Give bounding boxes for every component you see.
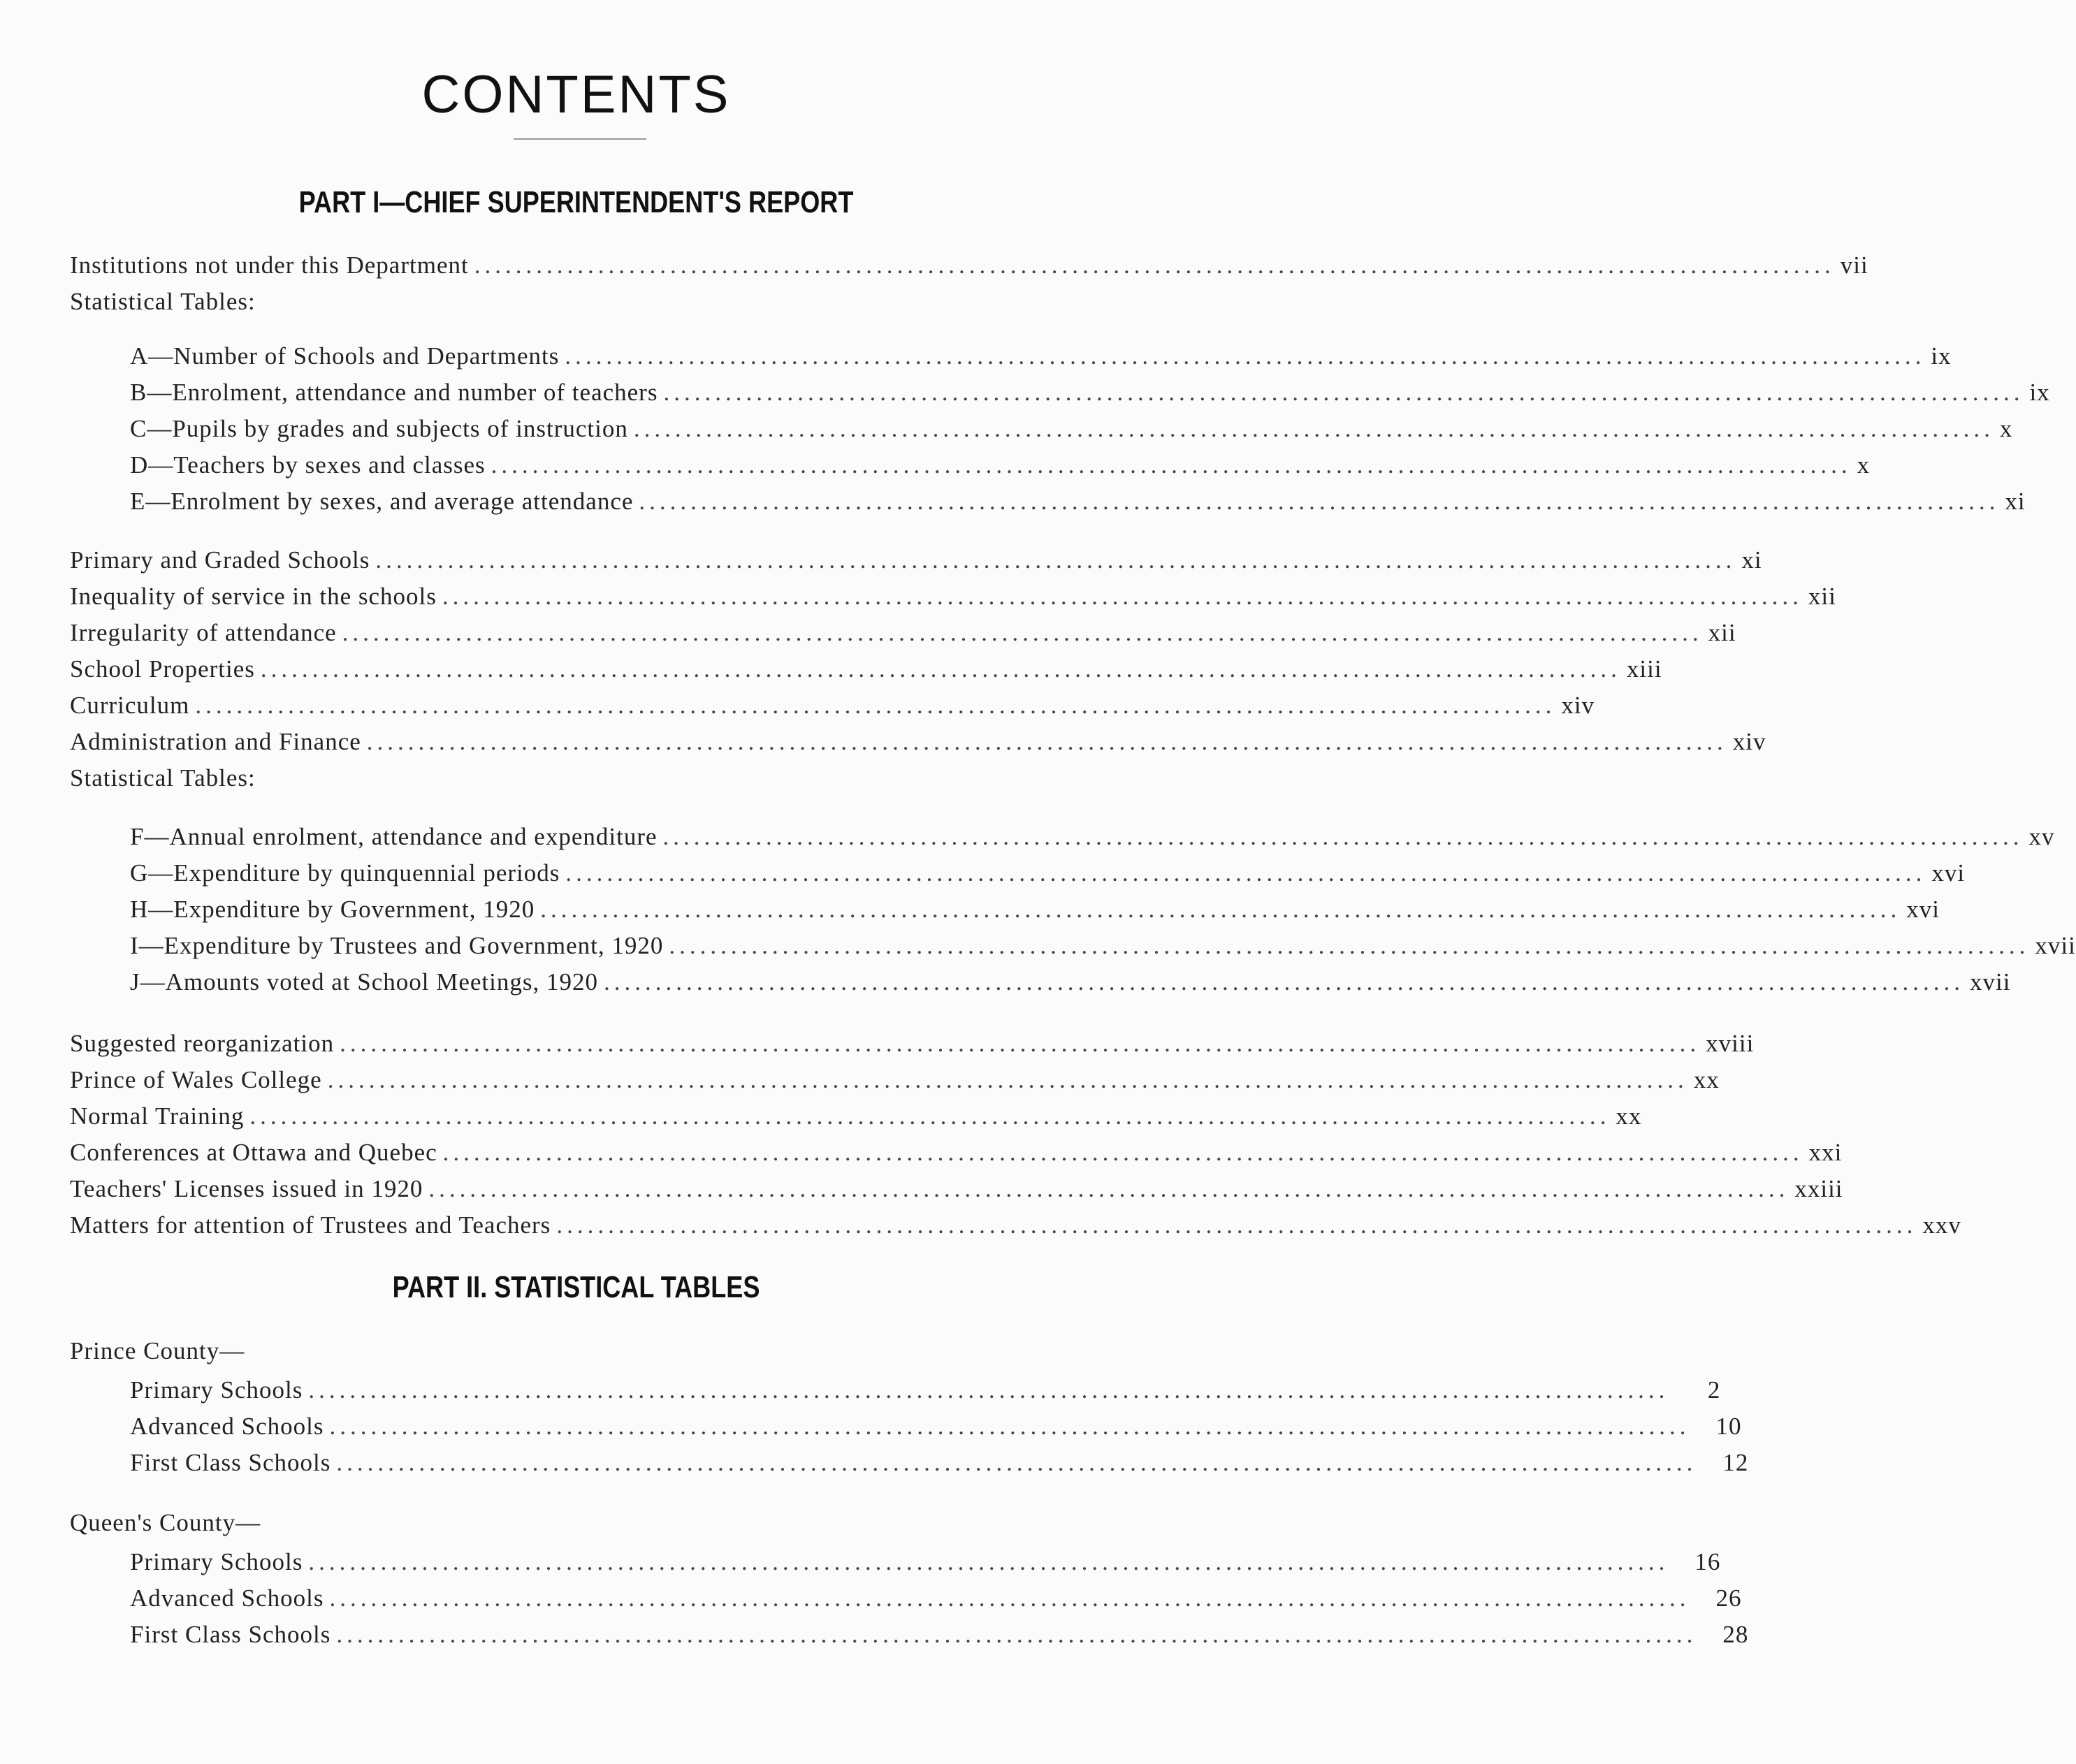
toc-entry-page: 2 bbox=[1707, 1376, 1721, 1404]
toc-entry-page: xvii bbox=[2035, 932, 2076, 959]
toc-entry-label: Teachers' Licenses issued in 1920 bbox=[70, 1175, 423, 1202]
toc-entry-label: C—Pupils by grades and subjects of instruction bbox=[130, 415, 628, 442]
toc-entry-page: xx bbox=[1616, 1102, 1642, 1130]
toc-entry-label: A—Number of Schools and Departments bbox=[130, 342, 560, 370]
section-subheading: Statistical Tables: bbox=[70, 764, 256, 792]
dot-leader: .................................................................................................................................... bbox=[565, 859, 1926, 887]
toc-entry-label: Institutions not under this Department bbox=[70, 252, 469, 279]
toc-entry[interactable] bbox=[130, 1621, 1749, 1649]
toc-entry-page: xiii bbox=[1626, 655, 1662, 683]
toc-entry-label: Primary Schools bbox=[130, 1376, 303, 1404]
toc-entry[interactable] bbox=[130, 1413, 1742, 1441]
toc-entry[interactable] bbox=[70, 728, 1766, 756]
toc-entry-page: xii bbox=[1708, 619, 1736, 646]
dot-leader: .................................................................................................................................... bbox=[329, 1584, 1690, 1612]
toc-entry-label: Curriculum bbox=[70, 692, 190, 719]
toc-entry-label: Normal Training bbox=[70, 1102, 245, 1130]
toc-entry[interactable] bbox=[70, 546, 1762, 574]
toc-entry-label: Inequality of service in the schools bbox=[70, 583, 437, 610]
toc-entry-page: xx bbox=[1693, 1066, 1720, 1093]
toc-entry[interactable] bbox=[130, 379, 2050, 407]
toc-entry[interactable] bbox=[130, 896, 1940, 924]
toc-entry[interactable] bbox=[130, 1548, 1721, 1576]
toc-entry-page: ix bbox=[2029, 379, 2050, 406]
dot-leader: .................................................................................................................................... bbox=[336, 1449, 1697, 1476]
dot-leader: .................................................................................................................................... bbox=[428, 1175, 1790, 1202]
toc-entry-page: xii bbox=[1808, 583, 1836, 610]
toc-entry[interactable] bbox=[70, 692, 1595, 720]
toc-entry-page: 10 bbox=[1715, 1413, 1742, 1440]
toc-entry-label: G—Expenditure by quinquennial periods bbox=[130, 859, 560, 887]
toc-entry-label: Irregularity of attendance bbox=[70, 619, 337, 646]
toc-entry-label: H—Expenditure by Government, 1920 bbox=[130, 896, 535, 923]
dot-leader: .................................................................................................................................... bbox=[474, 252, 1835, 279]
part2-heading: PART II. STATISTICAL TABLES bbox=[392, 1270, 760, 1304]
toc-entry-page: xxv bbox=[1922, 1211, 1961, 1239]
dot-leader: .................................................................................................................................... bbox=[556, 1211, 1917, 1239]
toc-entry-label: E—Enrolment by sexes, and average attendance bbox=[130, 488, 634, 515]
toc-entry-label: D—Teachers by sexes and classes bbox=[130, 451, 486, 479]
toc-entry-label: Primary Schools bbox=[130, 1548, 303, 1575]
dot-leader: .................................................................................................................................... bbox=[375, 546, 1736, 574]
toc-entry[interactable] bbox=[130, 859, 1966, 887]
toc-entry-label: Conferences at Ottawa and Quebec bbox=[70, 1139, 437, 1166]
toc-entry[interactable] bbox=[70, 1175, 1843, 1203]
toc-entry[interactable] bbox=[130, 1449, 1749, 1477]
toc-entry[interactable] bbox=[130, 342, 1952, 370]
toc-entry[interactable] bbox=[130, 451, 1871, 479]
toc-entry-page: 12 bbox=[1722, 1449, 1749, 1476]
dot-leader: .................................................................................................................................... bbox=[329, 1413, 1690, 1440]
toc-entry[interactable] bbox=[130, 1584, 1742, 1612]
dot-leader: .................................................................................................................................... bbox=[565, 342, 1926, 370]
toc-entry-label: First Class Schools bbox=[130, 1621, 331, 1648]
dot-leader: .................................................................................................................................... bbox=[308, 1376, 1669, 1404]
toc-entry-label: Prince of Wales College bbox=[70, 1066, 322, 1093]
toc-entry-page: xiv bbox=[1561, 692, 1595, 719]
toc-entry-page: xi bbox=[2005, 488, 2026, 515]
toc-entry-label: Administration and Finance bbox=[70, 728, 361, 755]
toc-entry-label: F—Annual enrolment, attendance and expenditure bbox=[130, 823, 658, 850]
toc-entry[interactable] bbox=[130, 415, 2013, 443]
toc-entry-page: 16 bbox=[1694, 1548, 1721, 1575]
dot-leader: .................................................................................................................................... bbox=[342, 619, 1703, 646]
toc-entry-label: Suggested reorganization bbox=[70, 1030, 335, 1057]
part1-heading: PART I—CHIEF SUPERINTENDENT'S REPORT bbox=[298, 185, 854, 219]
title-rule bbox=[514, 138, 646, 140]
toc-entry[interactable] bbox=[70, 619, 1736, 647]
toc-entry-label: B—Enrolment, attendance and number of teachers bbox=[130, 379, 658, 406]
dot-leader: .................................................................................................................................... bbox=[442, 583, 1803, 610]
toc-entry-label: School Properties bbox=[70, 655, 255, 683]
dot-leader: .................................................................................................................................... bbox=[260, 655, 1621, 683]
toc-entry-label: I—Expenditure by Trustees and Government, 1920 bbox=[130, 932, 664, 959]
toc-entry-page: x bbox=[1857, 451, 1871, 479]
toc-entry[interactable] bbox=[70, 655, 1662, 683]
toc-entry[interactable] bbox=[130, 968, 2011, 996]
toc-entry-page: xxi bbox=[1808, 1139, 1843, 1166]
toc-entry-page: xiv bbox=[1732, 728, 1766, 755]
dot-leader: .................................................................................................................................... bbox=[340, 1030, 1701, 1057]
toc-entry-page: xvi bbox=[1906, 896, 1940, 923]
page-title: CONTENTS bbox=[421, 65, 731, 124]
toc-entry[interactable] bbox=[70, 1030, 1755, 1058]
dot-leader: .................................................................................................................................... bbox=[639, 488, 2000, 515]
toc-entry[interactable] bbox=[70, 1066, 1720, 1094]
toc-entry[interactable] bbox=[70, 1102, 1642, 1130]
toc-entry-page: x bbox=[1999, 415, 2013, 442]
toc-entry-page: 26 bbox=[1715, 1584, 1742, 1612]
toc-entry-page: xvi bbox=[1931, 859, 1966, 887]
dot-leader: .................................................................................................................................... bbox=[195, 692, 1556, 719]
toc-entry-page: xxiii bbox=[1794, 1175, 1843, 1202]
toc-entry[interactable] bbox=[130, 1376, 1721, 1404]
toc-entry-label: J—Amounts voted at School Meetings, 1920 bbox=[130, 968, 598, 996]
toc-entry-page: xvii bbox=[1969, 968, 2011, 996]
dot-leader: .................................................................................................................................... bbox=[662, 823, 2024, 850]
dot-leader: .................................................................................................................................... bbox=[308, 1548, 1669, 1575]
toc-entry-label: Matters for attention of Trustees and Teachers bbox=[70, 1211, 551, 1239]
section-subheading: Prince County— bbox=[70, 1337, 245, 1364]
dot-leader: .................................................................................................................................... bbox=[603, 968, 1964, 996]
toc-entry[interactable] bbox=[130, 488, 2026, 516]
dot-leader: .................................................................................................................................... bbox=[327, 1066, 1688, 1093]
toc-entry-page: vii bbox=[1840, 252, 1868, 279]
dot-leader: .................................................................................................................................... bbox=[633, 415, 1994, 442]
toc-entry-label: Primary and Graded Schools bbox=[70, 546, 370, 574]
toc-entry-page: xviii bbox=[1706, 1030, 1755, 1057]
toc-entry[interactable] bbox=[70, 1139, 1843, 1167]
section-subheading: Queen's County— bbox=[70, 1509, 261, 1536]
dot-leader: .................................................................................................................................... bbox=[249, 1102, 1611, 1130]
toc-entry-page: ix bbox=[1931, 342, 1952, 370]
dot-leader: .................................................................................................................................... bbox=[491, 451, 1852, 479]
toc-entry[interactable] bbox=[130, 932, 2076, 960]
toc-entry-label: Advanced Schools bbox=[130, 1413, 324, 1440]
toc-entry[interactable] bbox=[70, 252, 1868, 279]
toc-entry[interactable] bbox=[130, 823, 2055, 851]
toc-entry-page: xv bbox=[2028, 823, 2055, 850]
toc-entry[interactable] bbox=[70, 583, 1836, 611]
dot-leader: .................................................................................................................................... bbox=[669, 932, 2030, 959]
dot-leader: .................................................................................................................................... bbox=[540, 896, 1901, 923]
toc-entry-label: First Class Schools bbox=[130, 1449, 331, 1476]
toc-entry[interactable] bbox=[70, 1211, 1961, 1239]
dot-leader: .................................................................................................................................... bbox=[336, 1621, 1697, 1648]
dot-leader: .................................................................................................................................... bbox=[366, 728, 1727, 755]
toc-entry-label: Advanced Schools bbox=[130, 1584, 324, 1612]
section-subheading: Statistical Tables: bbox=[70, 288, 256, 315]
toc-entry-page: 28 bbox=[1722, 1621, 1749, 1648]
dot-leader: .................................................................................................................................... bbox=[442, 1139, 1803, 1166]
toc-entry-page: xi bbox=[1741, 546, 1762, 574]
dot-leader: .................................................................................................................................... bbox=[663, 379, 2024, 406]
